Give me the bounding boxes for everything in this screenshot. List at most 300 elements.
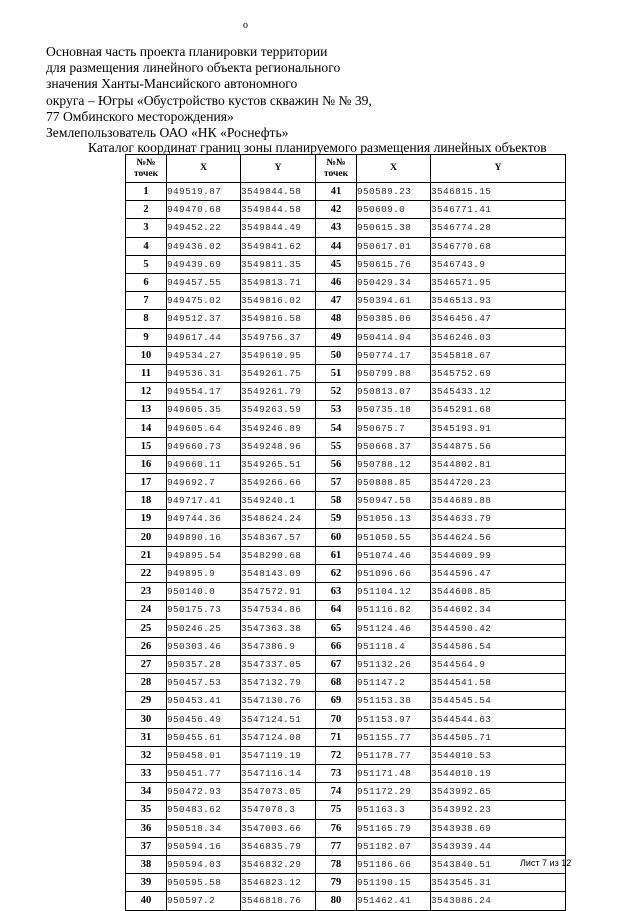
y-coordinate: 3545818.67 bbox=[431, 346, 566, 364]
table-row bbox=[126, 855, 566, 873]
table-row bbox=[126, 783, 566, 801]
x-coordinate: 949692.7 bbox=[167, 474, 241, 492]
point-number: 77 bbox=[316, 837, 357, 855]
point-number: 68 bbox=[316, 674, 357, 692]
point-number: 1 bbox=[126, 183, 167, 201]
y-coordinate: 3549844.49 bbox=[241, 219, 316, 237]
table-row bbox=[126, 692, 566, 710]
table-row bbox=[126, 401, 566, 419]
x-coordinate: 949890.16 bbox=[167, 528, 241, 546]
y-coordinate: 3546456.47 bbox=[431, 310, 566, 328]
table-row bbox=[126, 728, 566, 746]
y-coordinate: 3544633.79 bbox=[431, 510, 566, 528]
point-number: 18 bbox=[126, 492, 167, 510]
point-number: 33 bbox=[126, 765, 167, 783]
y-coordinate: 3546835.79 bbox=[241, 837, 316, 855]
y-coordinate: 3544541.58 bbox=[431, 674, 566, 692]
table-row bbox=[126, 237, 566, 255]
coordinates-table bbox=[125, 154, 566, 911]
page-number: Лист 7 из 12 bbox=[520, 858, 572, 868]
table-row bbox=[126, 892, 566, 910]
point-number: 29 bbox=[126, 692, 167, 710]
y-coordinate: 3543545.31 bbox=[431, 874, 566, 892]
x-coordinate: 950414.04 bbox=[357, 328, 431, 346]
x-coordinate: 949436.02 bbox=[167, 237, 241, 255]
y-coordinate: 3546246.03 bbox=[431, 328, 566, 346]
x-coordinate: 949660.11 bbox=[167, 455, 241, 473]
point-number: 58 bbox=[316, 492, 357, 510]
table-row bbox=[126, 564, 566, 582]
y-coordinate: 3549261.75 bbox=[241, 364, 316, 382]
x-coordinate: 950455.61 bbox=[167, 728, 241, 746]
y-coordinate: 3549248.96 bbox=[241, 437, 316, 455]
point-number: 19 bbox=[126, 510, 167, 528]
x-coordinate: 949470.68 bbox=[167, 201, 241, 219]
x-coordinate: 950813.07 bbox=[357, 383, 431, 401]
x-coordinate: 950457.53 bbox=[167, 674, 241, 692]
point-number: 32 bbox=[126, 746, 167, 764]
x-coordinate: 950947.58 bbox=[357, 492, 431, 510]
y-coordinate: 3546743.9 bbox=[431, 255, 566, 273]
x-coordinate: 951163.3 bbox=[357, 801, 431, 819]
y-coordinate: 3546513.93 bbox=[431, 292, 566, 310]
header-point-number bbox=[126, 155, 167, 183]
y-coordinate: 3544590.42 bbox=[431, 619, 566, 637]
point-number: 48 bbox=[316, 310, 357, 328]
table-row bbox=[126, 710, 566, 728]
y-coordinate: 3549816.58 bbox=[241, 310, 316, 328]
x-coordinate: 951124.46 bbox=[357, 619, 431, 637]
table-row bbox=[126, 546, 566, 564]
x-coordinate: 950615.76 bbox=[357, 255, 431, 273]
x-coordinate: 950668.37 bbox=[357, 437, 431, 455]
point-number: 39 bbox=[126, 874, 167, 892]
point-number: 62 bbox=[316, 564, 357, 582]
y-coordinate: 3544689.88 bbox=[431, 492, 566, 510]
y-coordinate: 3544875.56 bbox=[431, 437, 566, 455]
y-coordinate: 3544505.71 bbox=[431, 728, 566, 746]
document-header bbox=[46, 44, 606, 141]
header-point-number-line1: №№ bbox=[326, 158, 346, 168]
x-coordinate: 950140.0 bbox=[167, 583, 241, 601]
x-coordinate: 950735.18 bbox=[357, 401, 431, 419]
header-y: Y bbox=[241, 155, 316, 183]
y-coordinate: 3549266.66 bbox=[241, 474, 316, 492]
header-line: Землепользователь ОАО «НК «Роснефть» bbox=[46, 125, 289, 141]
y-coordinate: 3549756.37 bbox=[241, 328, 316, 346]
y-coordinate: 3546818.76 bbox=[241, 892, 316, 910]
x-coordinate: 951096.66 bbox=[357, 564, 431, 582]
x-coordinate: 950774.17 bbox=[357, 346, 431, 364]
point-number: 13 bbox=[126, 401, 167, 419]
x-coordinate: 949605.64 bbox=[167, 419, 241, 437]
point-number: 37 bbox=[126, 837, 167, 855]
y-coordinate: 3544586.54 bbox=[431, 637, 566, 655]
y-coordinate: 3543086.24 bbox=[431, 892, 566, 910]
y-coordinate: 3549261.79 bbox=[241, 383, 316, 401]
x-coordinate: 951153.97 bbox=[357, 710, 431, 728]
x-coordinate: 950458.01 bbox=[167, 746, 241, 764]
table-row bbox=[126, 510, 566, 528]
header-point-number-line2: точек bbox=[323, 168, 349, 179]
y-coordinate: 3547363.38 bbox=[241, 619, 316, 637]
x-coordinate: 951155.77 bbox=[357, 728, 431, 746]
point-number: 71 bbox=[316, 728, 357, 746]
point-number: 23 bbox=[126, 583, 167, 601]
y-coordinate: 3547078.3 bbox=[241, 801, 316, 819]
y-coordinate: 3547119.19 bbox=[241, 746, 316, 764]
y-coordinate: 3549811.35 bbox=[241, 255, 316, 273]
point-number: 4 bbox=[126, 237, 167, 255]
point-number: 70 bbox=[316, 710, 357, 728]
point-number: 25 bbox=[126, 619, 167, 637]
x-coordinate: 950617.01 bbox=[357, 237, 431, 255]
point-number: 21 bbox=[126, 546, 167, 564]
x-coordinate: 950453.41 bbox=[167, 692, 241, 710]
point-number: 69 bbox=[316, 692, 357, 710]
table-row bbox=[126, 801, 566, 819]
x-coordinate: 951074.46 bbox=[357, 546, 431, 564]
table-row bbox=[126, 383, 566, 401]
x-coordinate: 950175.73 bbox=[167, 601, 241, 619]
point-number: 46 bbox=[316, 273, 357, 291]
y-coordinate: 3544564.9 bbox=[431, 655, 566, 673]
y-coordinate: 3544010.19 bbox=[431, 765, 566, 783]
table-row bbox=[126, 492, 566, 510]
y-coordinate: 3549265.51 bbox=[241, 455, 316, 473]
y-coordinate: 3548624.24 bbox=[241, 510, 316, 528]
table-row bbox=[126, 419, 566, 437]
y-coordinate: 3546774.28 bbox=[431, 219, 566, 237]
y-coordinate: 3549610.95 bbox=[241, 346, 316, 364]
point-number: 60 bbox=[316, 528, 357, 546]
point-number: 36 bbox=[126, 819, 167, 837]
table-row bbox=[126, 346, 566, 364]
y-coordinate: 3549816.02 bbox=[241, 292, 316, 310]
table-row bbox=[126, 765, 566, 783]
point-number: 2 bbox=[126, 201, 167, 219]
x-coordinate: 949617.44 bbox=[167, 328, 241, 346]
x-coordinate: 950472.93 bbox=[167, 783, 241, 801]
y-coordinate: 3543992.23 bbox=[431, 801, 566, 819]
x-coordinate: 951147.2 bbox=[357, 674, 431, 692]
point-number: 42 bbox=[316, 201, 357, 219]
y-coordinate: 3546815.15 bbox=[431, 183, 566, 201]
x-coordinate: 951178.77 bbox=[357, 746, 431, 764]
x-coordinate: 951132.26 bbox=[357, 655, 431, 673]
y-coordinate: 3544596.47 bbox=[431, 564, 566, 582]
table-row bbox=[126, 874, 566, 892]
table-header-row bbox=[126, 155, 566, 183]
x-coordinate: 950429.34 bbox=[357, 273, 431, 291]
point-number: 30 bbox=[126, 710, 167, 728]
y-coordinate: 3545433.12 bbox=[431, 383, 566, 401]
y-coordinate: 3547116.14 bbox=[241, 765, 316, 783]
point-number: 66 bbox=[316, 637, 357, 655]
point-number: 64 bbox=[316, 601, 357, 619]
x-coordinate: 951050.55 bbox=[357, 528, 431, 546]
header-line: 77 Омбинского месторождения» bbox=[46, 108, 234, 124]
x-coordinate: 951172.29 bbox=[357, 783, 431, 801]
point-number: 11 bbox=[126, 364, 167, 382]
y-coordinate: 3549813.71 bbox=[241, 273, 316, 291]
x-coordinate: 951056.13 bbox=[357, 510, 431, 528]
x-coordinate: 951116.82 bbox=[357, 601, 431, 619]
x-coordinate: 951104.12 bbox=[357, 583, 431, 601]
table-row bbox=[126, 328, 566, 346]
table-row bbox=[126, 255, 566, 273]
header-point-number-line1: №№ bbox=[136, 158, 156, 168]
point-number: 41 bbox=[316, 183, 357, 201]
point-number: 3 bbox=[126, 219, 167, 237]
point-number: 52 bbox=[316, 383, 357, 401]
x-coordinate: 950589.23 bbox=[357, 183, 431, 201]
y-coordinate: 3547073.05 bbox=[241, 783, 316, 801]
table-row bbox=[126, 819, 566, 837]
point-number: 7 bbox=[126, 292, 167, 310]
point-number: 24 bbox=[126, 601, 167, 619]
point-number: 12 bbox=[126, 383, 167, 401]
y-coordinate: 3549263.59 bbox=[241, 401, 316, 419]
table-row bbox=[126, 455, 566, 473]
x-coordinate: 950456.49 bbox=[167, 710, 241, 728]
y-coordinate: 3545752.69 bbox=[431, 364, 566, 382]
y-coordinate: 3547337.05 bbox=[241, 655, 316, 673]
x-coordinate: 949534.27 bbox=[167, 346, 241, 364]
y-coordinate: 3547124.08 bbox=[241, 728, 316, 746]
point-number: 72 bbox=[316, 746, 357, 764]
x-coordinate: 951165.79 bbox=[357, 819, 431, 837]
point-number: 34 bbox=[126, 783, 167, 801]
point-number: 78 bbox=[316, 855, 357, 873]
point-number: 47 bbox=[316, 292, 357, 310]
y-coordinate: 3545193.91 bbox=[431, 419, 566, 437]
x-coordinate: 949475.02 bbox=[167, 292, 241, 310]
point-number: 49 bbox=[316, 328, 357, 346]
point-number: 75 bbox=[316, 801, 357, 819]
y-coordinate: 3549841.62 bbox=[241, 237, 316, 255]
point-number: 45 bbox=[316, 255, 357, 273]
point-number: 76 bbox=[316, 819, 357, 837]
header-point-number bbox=[316, 155, 357, 183]
x-coordinate: 949895.9 bbox=[167, 564, 241, 582]
x-coordinate: 951182.07 bbox=[357, 837, 431, 855]
point-number: 79 bbox=[316, 874, 357, 892]
header-point-number-line2: точек bbox=[133, 168, 159, 179]
table-row bbox=[126, 437, 566, 455]
y-coordinate: 3549844.58 bbox=[241, 183, 316, 201]
x-coordinate: 950385.06 bbox=[357, 310, 431, 328]
table-row bbox=[126, 746, 566, 764]
point-number: 59 bbox=[316, 510, 357, 528]
x-coordinate: 949554.17 bbox=[167, 383, 241, 401]
table-row bbox=[126, 601, 566, 619]
point-number: 65 bbox=[316, 619, 357, 637]
point-number: 61 bbox=[316, 546, 357, 564]
x-coordinate: 950609.0 bbox=[357, 201, 431, 219]
point-number: 28 bbox=[126, 674, 167, 692]
x-coordinate: 950788.12 bbox=[357, 455, 431, 473]
table-body bbox=[126, 183, 566, 911]
x-coordinate: 950483.62 bbox=[167, 801, 241, 819]
y-coordinate: 3548290.68 bbox=[241, 546, 316, 564]
point-number: 22 bbox=[126, 564, 167, 582]
point-number: 5 bbox=[126, 255, 167, 273]
y-coordinate: 3547130.76 bbox=[241, 692, 316, 710]
x-coordinate: 949744.36 bbox=[167, 510, 241, 528]
y-coordinate: 3544720.23 bbox=[431, 474, 566, 492]
table-row bbox=[126, 219, 566, 237]
x-coordinate: 950594.16 bbox=[167, 837, 241, 855]
point-number: 35 bbox=[126, 801, 167, 819]
table-row bbox=[126, 474, 566, 492]
y-coordinate: 3545291.68 bbox=[431, 401, 566, 419]
x-coordinate: 951462.41 bbox=[357, 892, 431, 910]
point-number: 67 bbox=[316, 655, 357, 673]
x-coordinate: 949519.87 bbox=[167, 183, 241, 201]
point-number: 17 bbox=[126, 474, 167, 492]
point-number: 74 bbox=[316, 783, 357, 801]
x-coordinate: 950888.85 bbox=[357, 474, 431, 492]
y-coordinate: 3549844.58 bbox=[241, 201, 316, 219]
point-number: 51 bbox=[316, 364, 357, 382]
point-number: 20 bbox=[126, 528, 167, 546]
x-coordinate: 949452.22 bbox=[167, 219, 241, 237]
point-number: 57 bbox=[316, 474, 357, 492]
point-number: 10 bbox=[126, 346, 167, 364]
table-row bbox=[126, 528, 566, 546]
point-number: 80 bbox=[316, 892, 357, 910]
table-row bbox=[126, 310, 566, 328]
table-row bbox=[126, 655, 566, 673]
y-coordinate: 3544624.56 bbox=[431, 528, 566, 546]
y-coordinate: 3546823.12 bbox=[241, 874, 316, 892]
top-mark: о bbox=[243, 20, 248, 31]
table-row bbox=[126, 674, 566, 692]
point-number: 14 bbox=[126, 419, 167, 437]
point-number: 50 bbox=[316, 346, 357, 364]
point-number: 16 bbox=[126, 455, 167, 473]
x-coordinate: 950303.46 bbox=[167, 637, 241, 655]
x-coordinate: 950394.61 bbox=[357, 292, 431, 310]
y-coordinate: 3549240.1 bbox=[241, 492, 316, 510]
point-number: 27 bbox=[126, 655, 167, 673]
table-row bbox=[126, 183, 566, 201]
point-number: 53 bbox=[316, 401, 357, 419]
x-coordinate: 949512.37 bbox=[167, 310, 241, 328]
point-number: 55 bbox=[316, 437, 357, 455]
x-coordinate: 950595.58 bbox=[167, 874, 241, 892]
y-coordinate: 3547534.86 bbox=[241, 601, 316, 619]
point-number: 43 bbox=[316, 219, 357, 237]
y-coordinate: 3544609.99 bbox=[431, 546, 566, 564]
x-coordinate: 951171.48 bbox=[357, 765, 431, 783]
point-number: 73 bbox=[316, 765, 357, 783]
y-coordinate: 3546770.68 bbox=[431, 237, 566, 255]
point-number: 63 bbox=[316, 583, 357, 601]
point-number: 54 bbox=[316, 419, 357, 437]
x-coordinate: 950451.77 bbox=[167, 765, 241, 783]
point-number: 31 bbox=[126, 728, 167, 746]
y-coordinate: 3543840.51 bbox=[431, 855, 566, 873]
x-coordinate: 950675.7 bbox=[357, 419, 431, 437]
table-row bbox=[126, 583, 566, 601]
header-line: Основная часть проекта планировки территории bbox=[46, 44, 328, 59]
y-coordinate: 3546571.95 bbox=[431, 273, 566, 291]
x-coordinate: 951118.4 bbox=[357, 637, 431, 655]
header-line: округа – Югры «Обустройство кустов скважин № № 39, bbox=[46, 92, 372, 108]
y-coordinate: 3544544.63 bbox=[431, 710, 566, 728]
point-number: 40 bbox=[126, 892, 167, 910]
point-number: 38 bbox=[126, 855, 167, 873]
y-coordinate: 3544602.34 bbox=[431, 601, 566, 619]
x-coordinate: 950246.25 bbox=[167, 619, 241, 637]
point-number: 44 bbox=[316, 237, 357, 255]
x-coordinate: 950357.28 bbox=[167, 655, 241, 673]
table-row bbox=[126, 364, 566, 382]
point-number: 8 bbox=[126, 310, 167, 328]
y-coordinate: 3546832.29 bbox=[241, 855, 316, 873]
point-number: 56 bbox=[316, 455, 357, 473]
table-row bbox=[126, 637, 566, 655]
header-line: значения Ханты-Мансийского автономного bbox=[46, 76, 298, 92]
y-coordinate: 3548143.09 bbox=[241, 564, 316, 582]
y-coordinate: 3544802.81 bbox=[431, 455, 566, 473]
x-coordinate: 951190.15 bbox=[357, 874, 431, 892]
y-coordinate: 3547386.9 bbox=[241, 637, 316, 655]
x-coordinate: 949717.41 bbox=[167, 492, 241, 510]
table-row bbox=[126, 201, 566, 219]
y-coordinate: 3546771.41 bbox=[431, 201, 566, 219]
x-coordinate: 949605.35 bbox=[167, 401, 241, 419]
header-x: X bbox=[357, 155, 431, 183]
y-coordinate: 3549246.89 bbox=[241, 419, 316, 437]
x-coordinate: 950518.34 bbox=[167, 819, 241, 837]
x-coordinate: 950594.03 bbox=[167, 855, 241, 873]
x-coordinate: 951186.66 bbox=[357, 855, 431, 873]
y-coordinate: 3544545.54 bbox=[431, 692, 566, 710]
header-y: Y bbox=[431, 155, 566, 183]
x-coordinate: 949439.69 bbox=[167, 255, 241, 273]
table-row bbox=[126, 837, 566, 855]
y-coordinate: 3548367.57 bbox=[241, 528, 316, 546]
x-coordinate: 950615.38 bbox=[357, 219, 431, 237]
y-coordinate: 3547003.66 bbox=[241, 819, 316, 837]
x-coordinate: 949660.73 bbox=[167, 437, 241, 455]
point-number: 9 bbox=[126, 328, 167, 346]
header-x: X bbox=[167, 155, 241, 183]
point-number: 6 bbox=[126, 273, 167, 291]
y-coordinate: 3543938.69 bbox=[431, 819, 566, 837]
table-row bbox=[126, 292, 566, 310]
y-coordinate: 3543939.44 bbox=[431, 837, 566, 855]
x-coordinate: 950799.88 bbox=[357, 364, 431, 382]
table-row bbox=[126, 273, 566, 291]
y-coordinate: 3547572.91 bbox=[241, 583, 316, 601]
y-coordinate: 3544608.85 bbox=[431, 583, 566, 601]
table-caption: Каталог координат границ зоны планируемого размещения линейных объектов bbox=[88, 140, 547, 155]
x-coordinate: 949895.54 bbox=[167, 546, 241, 564]
x-coordinate: 951153.38 bbox=[357, 692, 431, 710]
y-coordinate: 3544010.53 bbox=[431, 746, 566, 764]
y-coordinate: 3543992.65 bbox=[431, 783, 566, 801]
table-row bbox=[126, 619, 566, 637]
point-number: 15 bbox=[126, 437, 167, 455]
y-coordinate: 3547124.51 bbox=[241, 710, 316, 728]
x-coordinate: 950597.2 bbox=[167, 892, 241, 910]
x-coordinate: 949457.55 bbox=[167, 273, 241, 291]
x-coordinate: 949536.31 bbox=[167, 364, 241, 382]
